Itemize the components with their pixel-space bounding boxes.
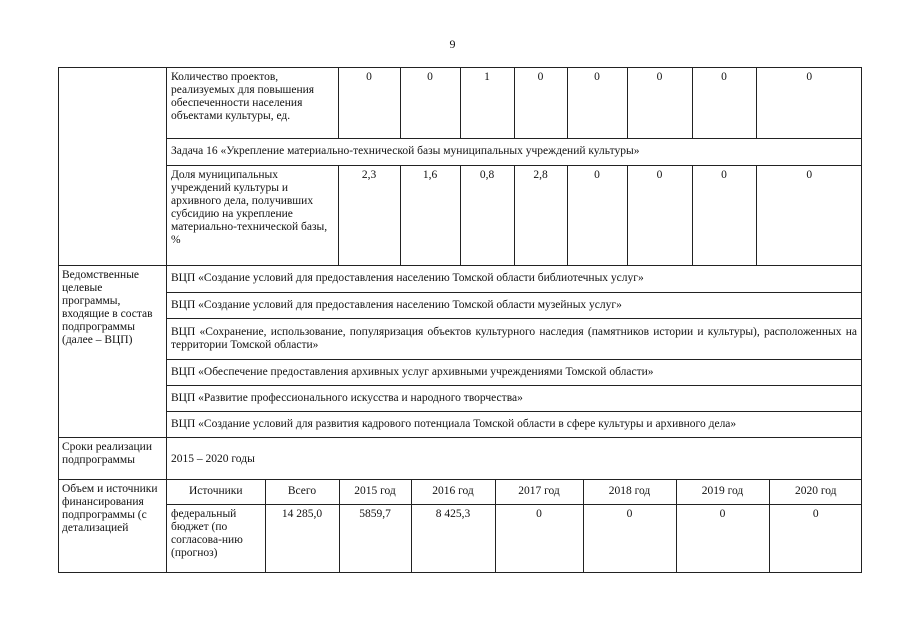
page-number: 9 (449, 37, 456, 51)
column-header: Источники (167, 480, 265, 504)
column-header: 2019 год (676, 480, 769, 504)
indicator-value: 0 (756, 165, 862, 265)
indicator-value: 2,8 (514, 165, 567, 265)
indicators-table (167, 68, 862, 265)
column-header: 2020 год (769, 480, 862, 504)
indicator-value: 0 (692, 165, 756, 265)
vcp-item: ВЦП «Создание условий для предоставления населению Томской области библиотечных услуг» (167, 266, 861, 292)
financing-value: 0 (769, 504, 862, 572)
vcp-item: ВЦП «Обеспечение предоставления архивных услуг архивными учреждениями Томской области» (167, 359, 861, 385)
vcp-list (167, 266, 861, 437)
indicator-value: 0 (756, 68, 862, 138)
financing-value: 8 425,3 (411, 504, 495, 572)
financing-label: Объем и источники финансирования подпрограммы (с детализацией (59, 480, 167, 573)
indicator-value: 0 (338, 68, 400, 138)
column-header: 2016 год (411, 480, 495, 504)
indicator-row-projects (167, 68, 862, 138)
task-16-text: Задача 16 «Укрепление материально-технической базы муниципальных учреждений культуры» (167, 138, 862, 165)
terms-value: 2015 – 2020 годы (167, 438, 862, 480)
indicator-value: 1 (460, 68, 514, 138)
indicator-label: Доля муниципальных учреждений культуры и архивного дела, получивших субсидию на укрепление материально-технической базы, % (167, 165, 338, 265)
indicator-label: Количество проектов, реализуемых для повышения обеспеченности населения объектами культуры, ед. (167, 68, 338, 138)
financing-value: 14 285,0 (265, 504, 339, 572)
indicator-value: 0 (627, 68, 692, 138)
vcp-label: Ведомственные целевые программы, входящие в состав подпрограммы (далее – ВЦП) (59, 266, 167, 438)
indicator-value: 0,8 (460, 165, 514, 265)
column-header: Всего (265, 480, 339, 504)
column-header: 2017 год (495, 480, 583, 504)
source-label: федеральный бюджет (по согласова-нию (прогноз) (167, 504, 265, 572)
indicator-row-share (167, 165, 862, 265)
column-header: 2018 год (583, 480, 676, 504)
financing-header-row (167, 480, 862, 504)
subprogram-passport-table (58, 67, 862, 573)
indicator-value: 0 (567, 68, 627, 138)
column-header: 2015 год (339, 480, 411, 504)
vcp-item: ВЦП «Развитие профессионального искусства и народного творчества» (167, 385, 861, 411)
indicator-value: 1,6 (400, 165, 460, 265)
financing-row-federal (167, 504, 862, 572)
financing-value: 0 (676, 504, 769, 572)
vcp-item: ВЦП «Создание условий для предоставления населению Томской области музейных услуг» (167, 292, 861, 318)
financing-table (167, 480, 862, 572)
vcp-item: ВЦП «Сохранение, использование, популяризация объектов культурного наследия (памятников истории и культуры), расположенных на территории Томской области» (167, 318, 861, 359)
terms-label: Сроки реализации подпрограммы (59, 438, 167, 480)
indicator-value: 0 (692, 68, 756, 138)
empty-label-cell (59, 68, 167, 266)
indicator-value: 2,3 (338, 165, 400, 265)
financing-value: 5859,7 (339, 504, 411, 572)
indicator-value: 0 (627, 165, 692, 265)
financing-value: 0 (583, 504, 676, 572)
indicator-value: 0 (567, 165, 627, 265)
financing-value: 0 (495, 504, 583, 572)
task-row (167, 138, 862, 165)
vcp-item: ВЦП «Создание условий для развития кадрового потенциала Томской области в сфере культуры и архивного дела» (167, 411, 861, 437)
indicator-value: 0 (514, 68, 567, 138)
indicator-value: 0 (400, 68, 460, 138)
